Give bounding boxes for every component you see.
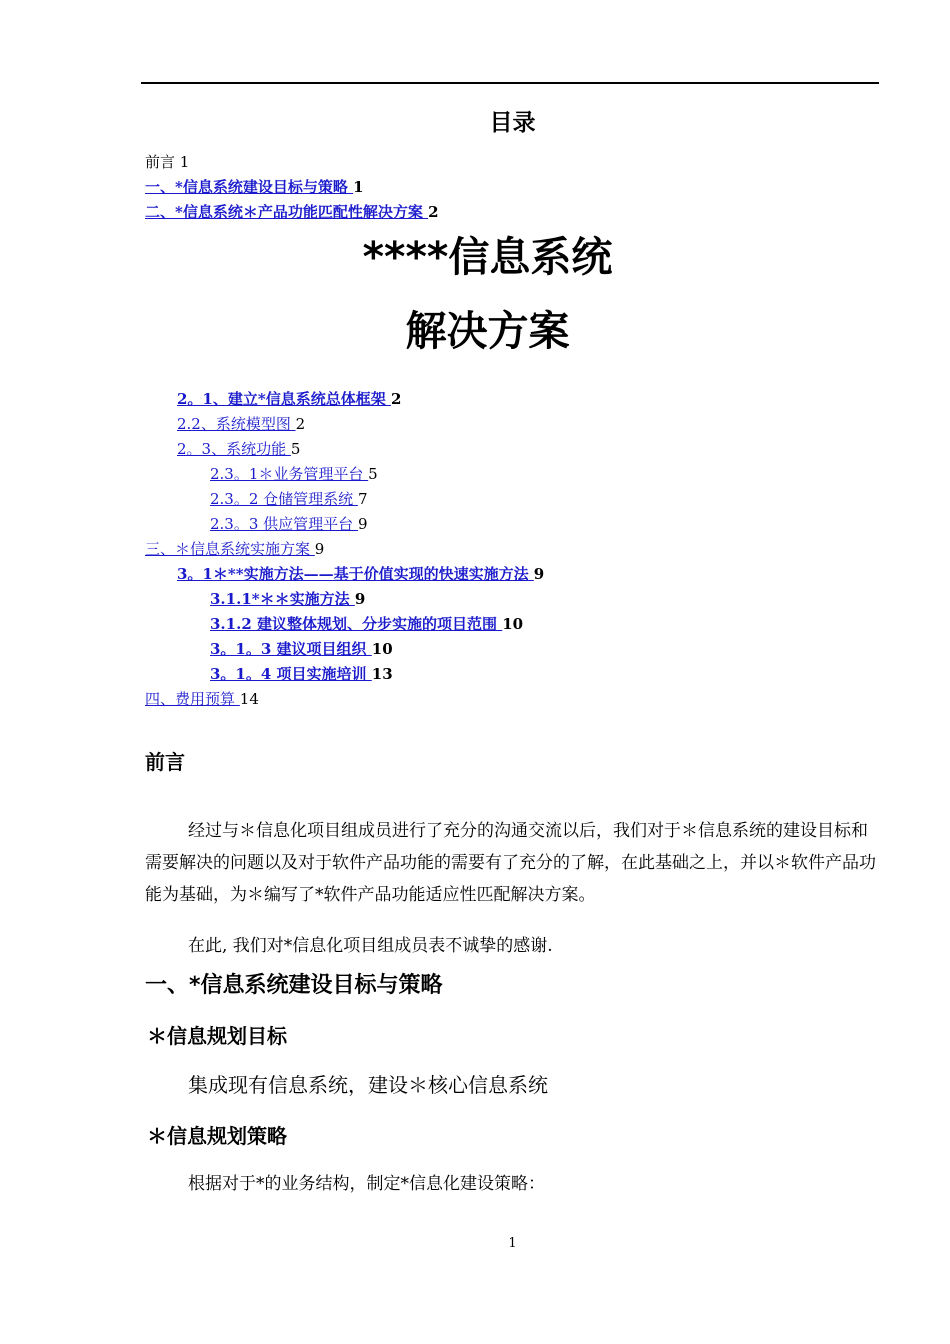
toc-title: 目录 — [489, 110, 536, 136]
section1-sub2-heading: ＊信息规划策略 — [147, 1124, 287, 1148]
toc-link[interactable]: 2。3、系统功能 — [177, 440, 291, 458]
section1-sub1-text: 集成现有信息系统，建设＊核心信息系统 — [188, 1073, 548, 1097]
toc-entry-2-1[interactable]: 2。1、建立*信息系统总体框架 2 — [177, 390, 402, 408]
toc-entry-2-3-2[interactable]: 2.3。2 仓储管理系统 7 — [210, 490, 368, 508]
toc-entry-section1[interactable]: 一、*信息系统建设目标与策略 1 — [145, 178, 364, 196]
toc-link[interactable]: 2。1、建立*信息系统总体框架 — [177, 390, 391, 408]
toc-link[interactable]: 3.1.1*＊＊实施方法 — [210, 590, 355, 608]
toc-entry-2-3-3[interactable]: 2.3。3 供应管理平台 9 — [210, 515, 368, 533]
toc-link[interactable]: 二、*信息系统＊产品功能匹配性解决方案 — [145, 203, 429, 221]
toc-link[interactable]: 2.3。3 供应管理平台 — [210, 515, 358, 533]
toc-entry-section2[interactable]: 二、*信息系统＊产品功能匹配性解决方案 2 — [145, 203, 439, 221]
toc-link[interactable]: 2.2、系统模型图 — [177, 415, 296, 433]
cover-title-line1: ****信息系统 — [362, 233, 613, 281]
toc-entry-preface: 前言 1 — [145, 153, 190, 171]
preface-paragraph-2: 在此, 我们对*信息化项目组成员表不诚挚的感谢. — [188, 936, 553, 956]
toc-link[interactable]: 3。1＊**实施方法——基于价值实现的快速实施方法 — [177, 565, 534, 583]
toc-entry-2-2[interactable]: 2.2、系统模型图 2 — [177, 415, 306, 433]
toc-link[interactable]: 三、＊信息系统实施方案 — [145, 540, 315, 558]
toc-link[interactable]: 四、费用预算 — [145, 690, 240, 708]
toc-link[interactable]: 一、*信息系统建设目标与策略 — [145, 178, 354, 196]
toc-entry-3-1-3[interactable]: 3。1。3 建议项目组织 10 — [210, 640, 393, 658]
preface-heading: 前言 — [145, 750, 185, 774]
cover-title-line2: 解决方案 — [405, 307, 570, 355]
toc-entry-3-1[interactable]: 3。1＊**实施方法——基于价值实现的快速实施方法 9 — [177, 565, 545, 583]
page-number: 1 — [508, 1236, 517, 1251]
toc-link[interactable]: 2.3。1＊业务管理平台 — [210, 465, 369, 483]
toc-link[interactable]: 2.3。2 仓储管理系统 — [210, 490, 358, 508]
section1-sub2-text: 根据对于*的业务结构，制定*信息化建设策略： — [188, 1174, 545, 1194]
toc-entry-section4[interactable]: 四、费用预算 14 — [145, 690, 259, 708]
toc-entry-section3[interactable]: 三、＊信息系统实施方案 9 — [145, 540, 325, 558]
toc-entry-3-1-2[interactable]: 3.1.2 建议整体规划、分步实施的项目范围 10 — [210, 615, 524, 633]
section1-sub1-heading: ＊信息规划目标 — [147, 1024, 287, 1048]
preface-paragraph-1: 经过与＊信息化项目组成员进行了充分的沟通交流以后，我们对于＊信息系统的建设目标和需要解决的问题以及对于软件产品功能的需要有了充分的了解，在此基础之上，并以＊软件产品功能为基础，为＊编写了*软件产品功能适应性匹配解决方案。 — [145, 821, 876, 905]
header-rule — [141, 82, 879, 84]
toc-link[interactable]: 3。1。4 项目实施培训 — [210, 665, 372, 683]
toc-entry-3-1-1[interactable]: 3.1.1*＊＊实施方法 9 — [210, 590, 366, 608]
toc-entry-2-3[interactable]: 2。3、系统功能 5 — [177, 440, 301, 458]
section1-heading: 一、*信息系统建设目标与策略 — [145, 973, 443, 998]
toc-entry-3-1-4[interactable]: 3。1。4 项目实施培训 13 — [210, 665, 393, 683]
toc-link[interactable]: 3.1.2 建议整体规划、分步实施的项目范围 — [210, 615, 503, 633]
toc-link[interactable]: 3。1。3 建议项目组织 — [210, 640, 372, 658]
toc-entry-2-3-1[interactable]: 2.3。1＊业务管理平台 5 — [210, 465, 378, 483]
